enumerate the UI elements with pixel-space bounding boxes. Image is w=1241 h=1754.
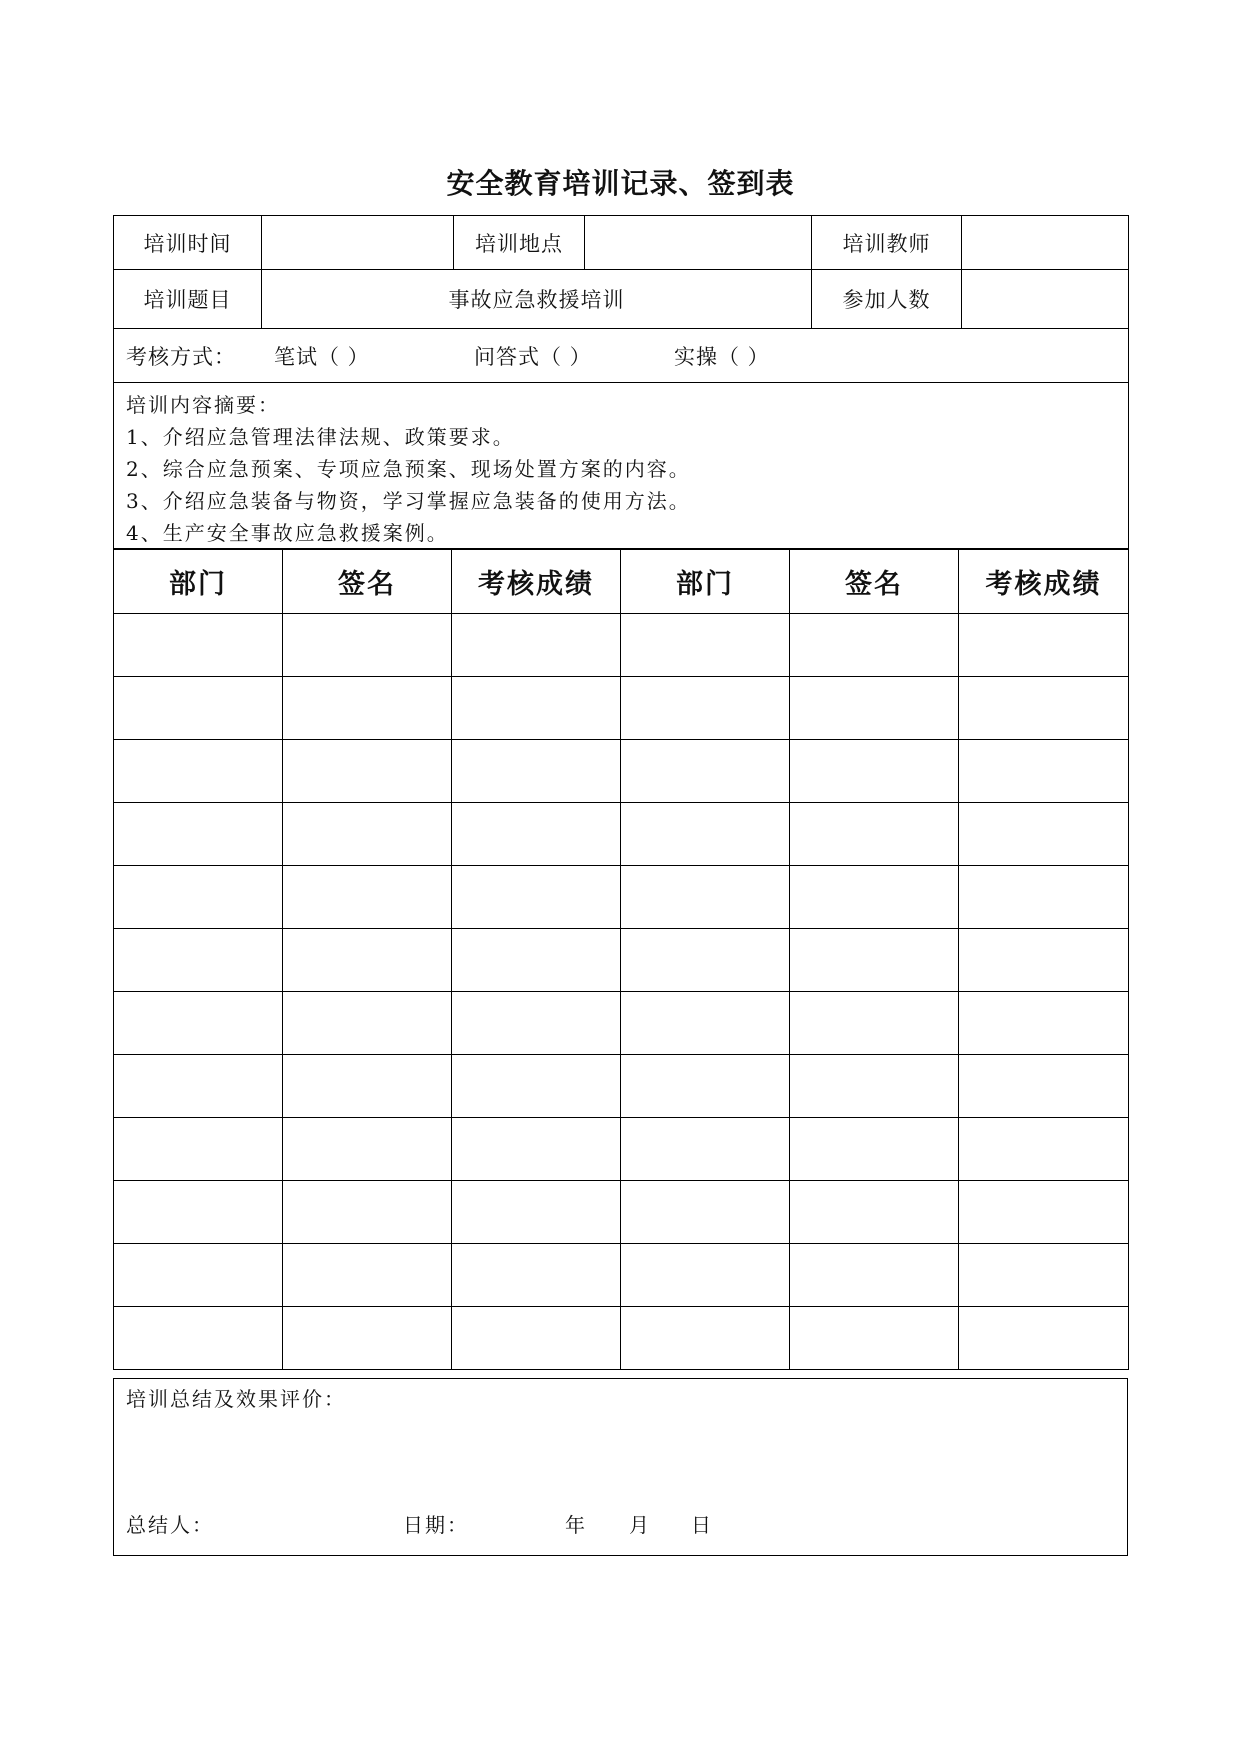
score-cell[interactable]: [959, 1118, 1129, 1181]
sign-in-row: [114, 1307, 1129, 1370]
department-cell[interactable]: [114, 1307, 283, 1370]
department-cell[interactable]: [621, 1181, 790, 1244]
sign-in-table: [113, 548, 1129, 1370]
training-summary-item: 4、生产安全事故应急救援案例。: [126, 521, 449, 545]
sign-in-row: [114, 929, 1129, 992]
signature-cell[interactable]: [790, 677, 959, 740]
department-cell[interactable]: [114, 740, 283, 803]
score-cell[interactable]: [959, 992, 1129, 1055]
assessment-method-row: [114, 329, 1129, 383]
page-title: 安全教育培训记录、签到表: [446, 167, 795, 200]
sign-in-row: [114, 1181, 1129, 1244]
department-cell[interactable]: [621, 866, 790, 929]
department-cell[interactable]: [621, 740, 790, 803]
signature-cell[interactable]: [283, 866, 452, 929]
department-cell[interactable]: [621, 803, 790, 866]
training-info-table: [113, 215, 1129, 550]
department-cell[interactable]: [621, 1307, 790, 1370]
assessment-method-label: 考核方式：: [126, 344, 236, 369]
sign-in-row: [114, 614, 1129, 677]
signature-cell[interactable]: [790, 1181, 959, 1244]
signature-cell[interactable]: [283, 614, 452, 677]
score-cell[interactable]: [452, 992, 621, 1055]
signature-cell[interactable]: [283, 1055, 452, 1118]
score-cell[interactable]: [452, 929, 621, 992]
department-cell[interactable]: [114, 992, 283, 1055]
header-department: 部门: [621, 549, 790, 614]
department-cell[interactable]: [621, 1244, 790, 1307]
sign-in-row: [114, 1244, 1129, 1307]
department-cell[interactable]: [621, 614, 790, 677]
header-signature: 签名: [283, 549, 452, 614]
score-cell[interactable]: [959, 740, 1129, 803]
training-summary-item: 2、综合应急预案、专项应急预案、现场处置方案的内容。: [126, 457, 691, 481]
signature-cell[interactable]: [790, 1307, 959, 1370]
signature-cell[interactable]: [790, 1118, 959, 1181]
score-cell[interactable]: [452, 1244, 621, 1307]
date-year-label: 年: [565, 1513, 587, 1537]
signature-cell[interactable]: [790, 740, 959, 803]
assessment-option-written[interactable]: 笔试（ ）: [274, 344, 370, 369]
training-time-label: 培训时间: [114, 216, 262, 270]
sign-in-row: [114, 866, 1129, 929]
score-cell[interactable]: [452, 677, 621, 740]
sign-in-row: [114, 677, 1129, 740]
department-cell[interactable]: [114, 803, 283, 866]
participant-count-label: 参加人数: [812, 270, 962, 329]
training-place-label: 培训地点: [454, 216, 585, 270]
department-cell[interactable]: [621, 1118, 790, 1181]
department-cell[interactable]: [114, 1118, 283, 1181]
score-cell[interactable]: [959, 614, 1129, 677]
participant-count-field[interactable]: [962, 270, 1129, 329]
date-day-label: 日: [691, 1513, 713, 1537]
department-cell[interactable]: [114, 677, 283, 740]
score-cell[interactable]: [452, 740, 621, 803]
score-cell[interactable]: [452, 866, 621, 929]
signature-cell[interactable]: [283, 1118, 452, 1181]
assessment-option-practical[interactable]: 实操（ ）: [674, 344, 770, 369]
score-cell[interactable]: [452, 614, 621, 677]
signature-cell[interactable]: [790, 929, 959, 992]
training-summary: [114, 383, 1129, 550]
header-score: 考核成绩: [452, 549, 621, 614]
score-cell[interactable]: [959, 866, 1129, 929]
department-cell[interactable]: [621, 992, 790, 1055]
score-cell[interactable]: [959, 1055, 1129, 1118]
header-score: 考核成绩: [959, 549, 1129, 614]
training-teacher-label: 培训教师: [812, 216, 962, 270]
score-cell[interactable]: [959, 929, 1129, 992]
date-label: 日期：: [403, 1513, 469, 1537]
department-cell[interactable]: [114, 614, 283, 677]
score-cell[interactable]: [959, 803, 1129, 866]
department-cell[interactable]: [114, 1244, 283, 1307]
signature-cell[interactable]: [790, 1244, 959, 1307]
sign-in-row: [114, 1118, 1129, 1181]
training-place-field[interactable]: [585, 216, 812, 270]
sign-in-row: [114, 992, 1129, 1055]
department-cell[interactable]: [621, 929, 790, 992]
training-topic-field[interactable]: 事故应急救援培训: [262, 270, 812, 329]
signature-cell[interactable]: [283, 677, 452, 740]
score-cell[interactable]: [959, 1307, 1129, 1370]
training-topic-label: 培训题目: [114, 270, 262, 329]
department-cell[interactable]: [114, 1181, 283, 1244]
signature-cell[interactable]: [790, 992, 959, 1055]
signature-cell[interactable]: [283, 929, 452, 992]
signature-cell[interactable]: [790, 803, 959, 866]
score-cell[interactable]: [959, 677, 1129, 740]
signature-cell[interactable]: [283, 740, 452, 803]
evaluation-heading: 培训总结及效果评价：: [126, 1387, 346, 1411]
training-summary-heading: 培训内容摘要：: [126, 393, 280, 417]
signature-cell[interactable]: [283, 1244, 452, 1307]
signature-cell[interactable]: [283, 992, 452, 1055]
training-time-field[interactable]: [262, 216, 454, 270]
date-month-label: 月: [629, 1513, 651, 1537]
assessment-option-qa[interactable]: 问答式（ ）: [474, 344, 592, 369]
training-summary-item: 1、介绍应急管理法律法规、政策要求。: [126, 425, 515, 449]
score-cell[interactable]: [959, 1181, 1129, 1244]
department-cell[interactable]: [114, 929, 283, 992]
score-cell[interactable]: [452, 1181, 621, 1244]
signature-cell[interactable]: [790, 614, 959, 677]
score-cell[interactable]: [452, 1307, 621, 1370]
header-department: 部门: [114, 549, 283, 614]
sign-in-header-row: [114, 549, 1129, 614]
sign-in-row: [114, 740, 1129, 803]
evaluation-cell[interactable]: [114, 1379, 1128, 1556]
signature-cell[interactable]: [790, 866, 959, 929]
department-cell[interactable]: [621, 1055, 790, 1118]
score-cell[interactable]: [452, 803, 621, 866]
signature-cell[interactable]: [790, 1055, 959, 1118]
department-cell[interactable]: [114, 866, 283, 929]
signature-cell[interactable]: [283, 1307, 452, 1370]
score-cell[interactable]: [452, 1055, 621, 1118]
training-teacher-field[interactable]: [962, 216, 1129, 270]
signature-cell[interactable]: [283, 803, 452, 866]
score-cell[interactable]: [959, 1244, 1129, 1307]
score-cell[interactable]: [452, 1118, 621, 1181]
signature-cell[interactable]: [283, 1181, 452, 1244]
department-cell[interactable]: [621, 677, 790, 740]
sign-in-row: [114, 803, 1129, 866]
sign-in-row: [114, 1055, 1129, 1118]
department-cell[interactable]: [114, 1055, 283, 1118]
summarizer-label: 总结人：: [126, 1513, 214, 1537]
evaluation-table: [113, 1378, 1128, 1556]
training-summary-item: 3、介绍应急装备与物资，学习掌握应急装备的使用方法。: [126, 489, 691, 513]
header-signature: 签名: [790, 549, 959, 614]
